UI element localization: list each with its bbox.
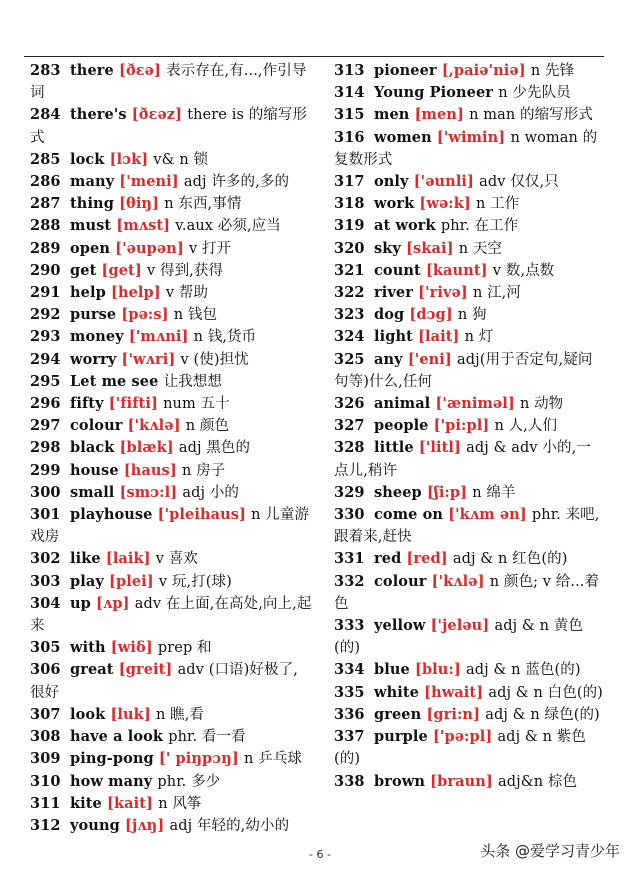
entry-phonetic: ['mʌni]	[128, 328, 189, 346]
entry-phonetic: [ðεə]	[119, 62, 161, 79]
entry-word: must	[70, 217, 112, 235]
entry-phonetic: ['pleihaus]	[157, 506, 246, 524]
entry-number: 302	[30, 550, 61, 568]
top-rule	[24, 56, 604, 57]
entry-phonetic: ['æniməl]	[435, 395, 515, 413]
entry-definition: adj 黑色的	[178, 440, 251, 457]
vocab-entry	[30, 437, 312, 459]
entry-word: river	[374, 284, 413, 302]
entry-word: play	[70, 572, 104, 590]
vocab-entry	[334, 326, 604, 348]
entry-number: 287	[30, 195, 61, 213]
vocab-entry	[334, 482, 604, 504]
entry-definition: n 狗	[457, 307, 487, 324]
vocab-entry	[30, 726, 312, 748]
entry-number: 319	[334, 217, 365, 235]
entry-phonetic: [wiδ]	[110, 639, 153, 657]
vocab-entry	[30, 460, 312, 482]
vocab-entry	[30, 238, 312, 260]
entry-definition: adj(用于否定句,疑问句等)什么,任何	[334, 351, 593, 390]
entry-definition: v 数,点数	[492, 262, 555, 279]
vocab-entry	[334, 726, 604, 770]
entry-word: up	[70, 594, 91, 612]
vocab-entry	[30, 771, 312, 793]
entry-phonetic: ['pi:pl]	[433, 417, 490, 435]
entry-number: 317	[334, 173, 365, 191]
vocab-entry	[30, 304, 312, 326]
entry-phonetic: ['wʌri]	[121, 350, 176, 368]
entry-definition: adj 年轻的,幼小的	[169, 817, 290, 834]
entry-definition: n 天空	[458, 240, 503, 257]
entry-word: Young Pioneer	[374, 84, 494, 102]
entry-phonetic: [kaunt]	[425, 261, 488, 279]
vocab-entry	[30, 748, 312, 770]
entry-definition: n 动物	[519, 396, 564, 413]
entry-number: 326	[334, 395, 365, 413]
vocab-entry	[334, 193, 604, 215]
entry-definition: n 颜色	[185, 418, 230, 435]
entry-phonetic: [gri:n]	[426, 705, 481, 723]
entry-word: small	[70, 483, 115, 501]
entry-phonetic: [blæk]	[119, 439, 174, 457]
entry-phonetic: [men]	[414, 106, 464, 124]
entry-word: have a look	[70, 728, 164, 746]
entry-number: 300	[30, 483, 61, 501]
entry-word: blue	[374, 661, 410, 679]
entry-word: light	[374, 328, 413, 346]
entry-phonetic: [help]	[110, 284, 161, 302]
entry-number: 315	[334, 106, 365, 124]
entry-word: open	[70, 239, 110, 257]
entry-phonetic: ['meni]	[119, 173, 179, 191]
entry-number: 318	[334, 195, 365, 213]
vocab-entry	[30, 793, 312, 815]
entry-definition: v 得到,获得	[146, 262, 224, 279]
entry-number: 323	[334, 306, 365, 324]
entry-number: 290	[30, 261, 61, 279]
watermark: 头条 @爱学习青少年	[474, 838, 626, 863]
vocab-entry	[30, 171, 312, 193]
entry-phonetic: [ʃi:p]	[426, 483, 468, 501]
entry-word: there	[70, 62, 114, 79]
entry-definition: adj & n 白色(的)	[488, 684, 603, 701]
vocab-entry	[334, 393, 604, 415]
vocab-entry	[30, 260, 312, 282]
vocab-entry	[30, 571, 312, 593]
entry-number: 297	[30, 417, 61, 435]
entry-definition: phr. 多少	[157, 773, 221, 790]
entry-number: 320	[334, 239, 365, 257]
entry-phonetic: [,paiə'niə]	[441, 62, 526, 79]
entry-word: white	[374, 683, 419, 701]
entry-word: young	[70, 816, 120, 834]
entry-word: sky	[374, 239, 401, 257]
entry-phonetic: [braun]	[430, 772, 493, 790]
entry-word: like	[70, 550, 101, 568]
entry-word: look	[70, 705, 106, 723]
entry-word: get	[70, 261, 97, 279]
entry-definition: v& n 锁	[153, 151, 209, 168]
entry-word: only	[374, 173, 409, 191]
vocab-entry	[30, 548, 312, 570]
entry-number: 328	[334, 439, 365, 457]
entry-number: 316	[334, 128, 365, 146]
entry-number: 309	[30, 750, 61, 768]
entry-definition: n 风筝	[158, 795, 202, 812]
entry-definition: n 少先队员	[498, 85, 571, 102]
entry-definition: phr. 看一看	[168, 729, 246, 746]
left-column	[30, 60, 312, 837]
entry-definition: adv (口语)好极了,很好	[30, 662, 298, 701]
entry-word: colour	[70, 417, 123, 435]
page-number: - 6 -	[309, 848, 331, 861]
entry-definition: n 房子	[181, 462, 226, 479]
entry-word: come on	[374, 506, 444, 524]
vocab-entry	[334, 282, 604, 304]
entry-phonetic: ['jeləu]	[430, 617, 490, 635]
entry-definition: n 灯	[464, 329, 494, 346]
entry-number: 293	[30, 328, 61, 346]
entry-number: 284	[30, 106, 61, 124]
entry-definition: there is 的缩写形式	[30, 107, 308, 146]
entry-number: 335	[334, 683, 365, 701]
entry-number: 327	[334, 417, 365, 435]
entry-definition: adj 小的	[182, 484, 239, 501]
entry-word: women	[374, 128, 432, 146]
entry-phonetic: [kait]	[107, 794, 154, 812]
entry-number: 288	[30, 217, 61, 235]
entry-number: 334	[334, 661, 365, 679]
entry-definition: n 工作	[476, 196, 520, 213]
entry-phonetic: [pə:s]	[121, 306, 169, 324]
entry-phonetic: [haus]	[123, 461, 177, 479]
entry-definition: n 瞧,看	[155, 706, 205, 723]
entry-word: black	[70, 439, 115, 457]
entry-number: 301	[30, 506, 61, 524]
entry-number: 331	[334, 550, 365, 568]
entry-definition: n 绵羊	[472, 484, 516, 501]
entry-number: 306	[30, 661, 61, 679]
entry-definition: adj & adv 小的,一点儿,稍许	[334, 440, 591, 479]
vocab-entry	[30, 193, 312, 215]
entry-number: 310	[30, 772, 61, 790]
entry-definition: v 帮助	[165, 285, 209, 302]
entry-phonetic: [plei]	[109, 572, 154, 590]
entry-word: purple	[374, 728, 428, 746]
entry-phonetic: [lɔk]	[109, 150, 149, 168]
vocab-entry	[334, 548, 604, 570]
entry-definition: adv 在上面,在高处,向上,起来	[30, 595, 312, 635]
vocab-entry	[334, 82, 604, 104]
entry-word: great	[70, 661, 114, 679]
entry-phonetic: [wə:k]	[419, 195, 471, 213]
entry-definition: v 喜欢	[155, 551, 198, 568]
entry-definition: n 儿童游戏房	[30, 507, 310, 546]
entry-definition: n 钱,货币	[193, 329, 257, 346]
vocab-entry	[30, 60, 312, 104]
entry-definition: adj&n 棕色	[497, 773, 578, 790]
vocab-entry	[334, 215, 604, 237]
vocab-entry	[30, 704, 312, 726]
entry-number: 304	[30, 594, 61, 612]
entry-word: there's	[70, 106, 127, 124]
entry-number: 296	[30, 395, 61, 413]
entry-word: with	[70, 639, 106, 657]
vocab-entry	[30, 815, 312, 837]
entry-definition: 表示存在,有...,作引导词	[30, 63, 307, 102]
entry-phonetic: ['eni]	[407, 350, 452, 368]
entry-definition: adj & n 红色(的)	[452, 551, 568, 568]
entry-word: many	[70, 173, 115, 191]
vocab-entry	[30, 326, 312, 348]
entry-phonetic: ['wimin]	[436, 128, 506, 146]
vocab-entry	[334, 60, 604, 82]
vocab-entry	[334, 304, 604, 326]
entry-number: 313	[334, 62, 365, 79]
entry-number: 298	[30, 439, 61, 457]
entry-phonetic: [red]	[406, 550, 448, 568]
entry-number: 314	[334, 84, 365, 102]
vocab-entry	[334, 504, 604, 548]
entry-number: 292	[30, 306, 61, 324]
vocab-entry	[334, 171, 604, 193]
entry-phonetic: ['əupən]	[115, 239, 184, 257]
entry-phonetic: [hwait]	[424, 683, 484, 701]
vocab-entry	[30, 659, 312, 703]
entry-word: how many	[70, 772, 153, 790]
entry-word: count	[374, 261, 421, 279]
entry-phonetic: [get]	[101, 261, 142, 279]
entry-word: animal	[374, 395, 431, 413]
entry-number: 324	[334, 328, 365, 346]
entry-word: Let me see	[70, 372, 159, 390]
entry-phonetic: [θiŋ]	[119, 195, 160, 213]
vocab-entry	[334, 682, 604, 704]
entry-definition: n 江,河	[472, 285, 521, 302]
vocab-entry	[334, 659, 604, 681]
entry-number: 329	[334, 483, 365, 501]
entry-word: thing	[70, 195, 114, 213]
entry-phonetic: [jʌŋ]	[124, 816, 165, 834]
entry-phonetic: [luk]	[110, 705, 151, 723]
entry-definition: n man 的缩写形式	[469, 107, 593, 124]
vocab-entry	[30, 393, 312, 415]
entry-number: 307	[30, 705, 61, 723]
entry-number: 291	[30, 284, 61, 302]
entry-definition: adj & n 黄色(的)	[334, 618, 583, 657]
vocab-entry	[30, 415, 312, 437]
entry-phonetic: [skai]	[406, 239, 454, 257]
entry-number: 299	[30, 461, 61, 479]
vocab-entry	[30, 637, 312, 659]
vocab-entry	[334, 104, 604, 126]
entry-word: green	[374, 705, 422, 723]
entry-definition: n 先锋	[530, 63, 575, 79]
vocab-entry	[334, 349, 604, 393]
entry-number: 336	[334, 705, 365, 723]
entry-number: 311	[30, 794, 61, 812]
entry-word: lock	[70, 150, 105, 168]
entry-definition: v.aux 必须,应当	[175, 218, 281, 235]
entry-word: brown	[374, 772, 425, 790]
entry-word: worry	[70, 350, 117, 368]
entry-word: at work	[374, 217, 436, 235]
entry-phonetic: [ðεəz]	[131, 106, 183, 124]
entry-phonetic: ['kʌlə]	[431, 572, 485, 590]
entry-word: sheep	[374, 483, 422, 501]
entry-phonetic: [' piŋpɔŋ]	[158, 750, 239, 768]
vocab-entry	[30, 371, 312, 393]
entry-definition: phr. 在工作	[440, 218, 519, 235]
entry-word: colour	[374, 572, 427, 590]
entry-definition: v (使)担忧	[180, 351, 249, 368]
entry-word: purse	[70, 306, 117, 324]
entry-phonetic: [dɔg]	[409, 306, 453, 324]
vocab-entry	[334, 704, 604, 726]
entry-definition: prep 和	[157, 640, 212, 657]
entry-number: 286	[30, 173, 61, 191]
entry-word: any	[374, 350, 403, 368]
entry-definition: n 乒乓球	[243, 751, 302, 768]
vocab-entry	[334, 415, 604, 437]
entry-word: ping-pong	[70, 750, 154, 768]
vocab-entry	[30, 504, 312, 548]
vocab-entry	[334, 127, 604, 171]
entry-definition: v 打开	[188, 240, 232, 257]
vocab-entry	[334, 615, 604, 659]
vocab-entry	[30, 593, 312, 637]
entry-word: pioneer	[374, 62, 437, 79]
entry-definition: v 玩,打(球)	[158, 573, 232, 590]
entry-word: work	[374, 195, 415, 213]
entry-phonetic: ['kʌlə]	[127, 417, 181, 435]
entry-number: 337	[334, 728, 365, 746]
vocab-entry	[334, 771, 604, 793]
entry-number: 322	[334, 284, 365, 302]
entry-word: money	[70, 328, 124, 346]
entry-phonetic: ['əunli]	[413, 173, 475, 191]
entry-word: playhouse	[70, 506, 153, 524]
entry-word: little	[374, 439, 414, 457]
entry-definition: adj & n 蓝色(的)	[466, 662, 581, 679]
entry-number: 283	[30, 62, 61, 79]
entry-number: 333	[334, 617, 365, 635]
entry-word: red	[374, 550, 402, 568]
entry-word: men	[374, 106, 410, 124]
entry-number: 308	[30, 728, 61, 746]
entry-number: 325	[334, 350, 365, 368]
entry-number: 332	[334, 572, 365, 590]
entry-word: kite	[70, 794, 102, 812]
entry-definition: phr. 来吧,跟着来,赶快	[334, 507, 600, 546]
entry-number: 330	[334, 506, 365, 524]
entry-definition: 让我想想	[163, 373, 222, 390]
entry-definition: n 东西,事情	[164, 196, 242, 213]
entry-number: 305	[30, 639, 61, 657]
entry-word: fifty	[70, 395, 104, 413]
entry-word: dog	[374, 306, 405, 324]
entry-definition: n 人,人们	[494, 418, 558, 435]
right-column	[334, 60, 604, 793]
vocab-entry	[30, 149, 312, 171]
entry-definition: adj 许多的,多的	[183, 174, 290, 191]
vocab-entry	[334, 238, 604, 260]
entry-phonetic: ['fifti]	[108, 395, 158, 413]
vocab-entry	[30, 282, 312, 304]
entry-phonetic: ['litl]	[418, 439, 461, 457]
entry-definition: adj & n 紫色(的)	[334, 729, 586, 768]
entry-phonetic: [greit]	[118, 661, 173, 679]
vocab-entry	[30, 215, 312, 237]
entry-phonetic: ['kʌm ən]	[448, 506, 527, 524]
vocab-entry	[334, 260, 604, 282]
entry-word: people	[374, 417, 429, 435]
entry-number: 295	[30, 372, 61, 390]
entry-number: 303	[30, 572, 61, 590]
entry-definition: n woman 的复数形式	[334, 129, 598, 168]
vocab-entry	[30, 349, 312, 371]
entry-definition: n 钱包	[173, 307, 218, 324]
vocab-entry	[334, 437, 604, 481]
entry-definition: n 颜色; v 给...着色	[334, 573, 600, 612]
entry-word: yellow	[374, 617, 426, 635]
vocab-entry	[334, 571, 604, 615]
entry-number: 321	[334, 261, 365, 279]
entry-number: 338	[334, 772, 365, 790]
entry-definition: adv 仅仅,只	[479, 174, 559, 191]
entry-word: help	[70, 284, 106, 302]
entry-definition: num 五十	[163, 396, 230, 413]
entry-number: 294	[30, 350, 61, 368]
entry-number: 312	[30, 816, 61, 834]
entry-phonetic: [mʌst]	[116, 217, 171, 235]
entry-phonetic: [ʌp]	[96, 594, 130, 612]
entry-phonetic: [smɔ:l]	[119, 483, 178, 501]
entry-number: 289	[30, 239, 61, 257]
entry-phonetic: ['rivə]	[418, 284, 468, 302]
entry-phonetic: ['pə:pl]	[432, 728, 493, 746]
vocab-entry	[30, 104, 312, 148]
entry-phonetic: [laik]	[105, 550, 151, 568]
entry-definition: adj & n 绿色(的)	[485, 706, 600, 723]
entry-word: house	[70, 461, 119, 479]
entry-number: 285	[30, 150, 61, 168]
vocab-entry	[30, 482, 312, 504]
entry-phonetic: [lait]	[418, 328, 460, 346]
entry-phonetic: [blu:]	[414, 661, 461, 679]
